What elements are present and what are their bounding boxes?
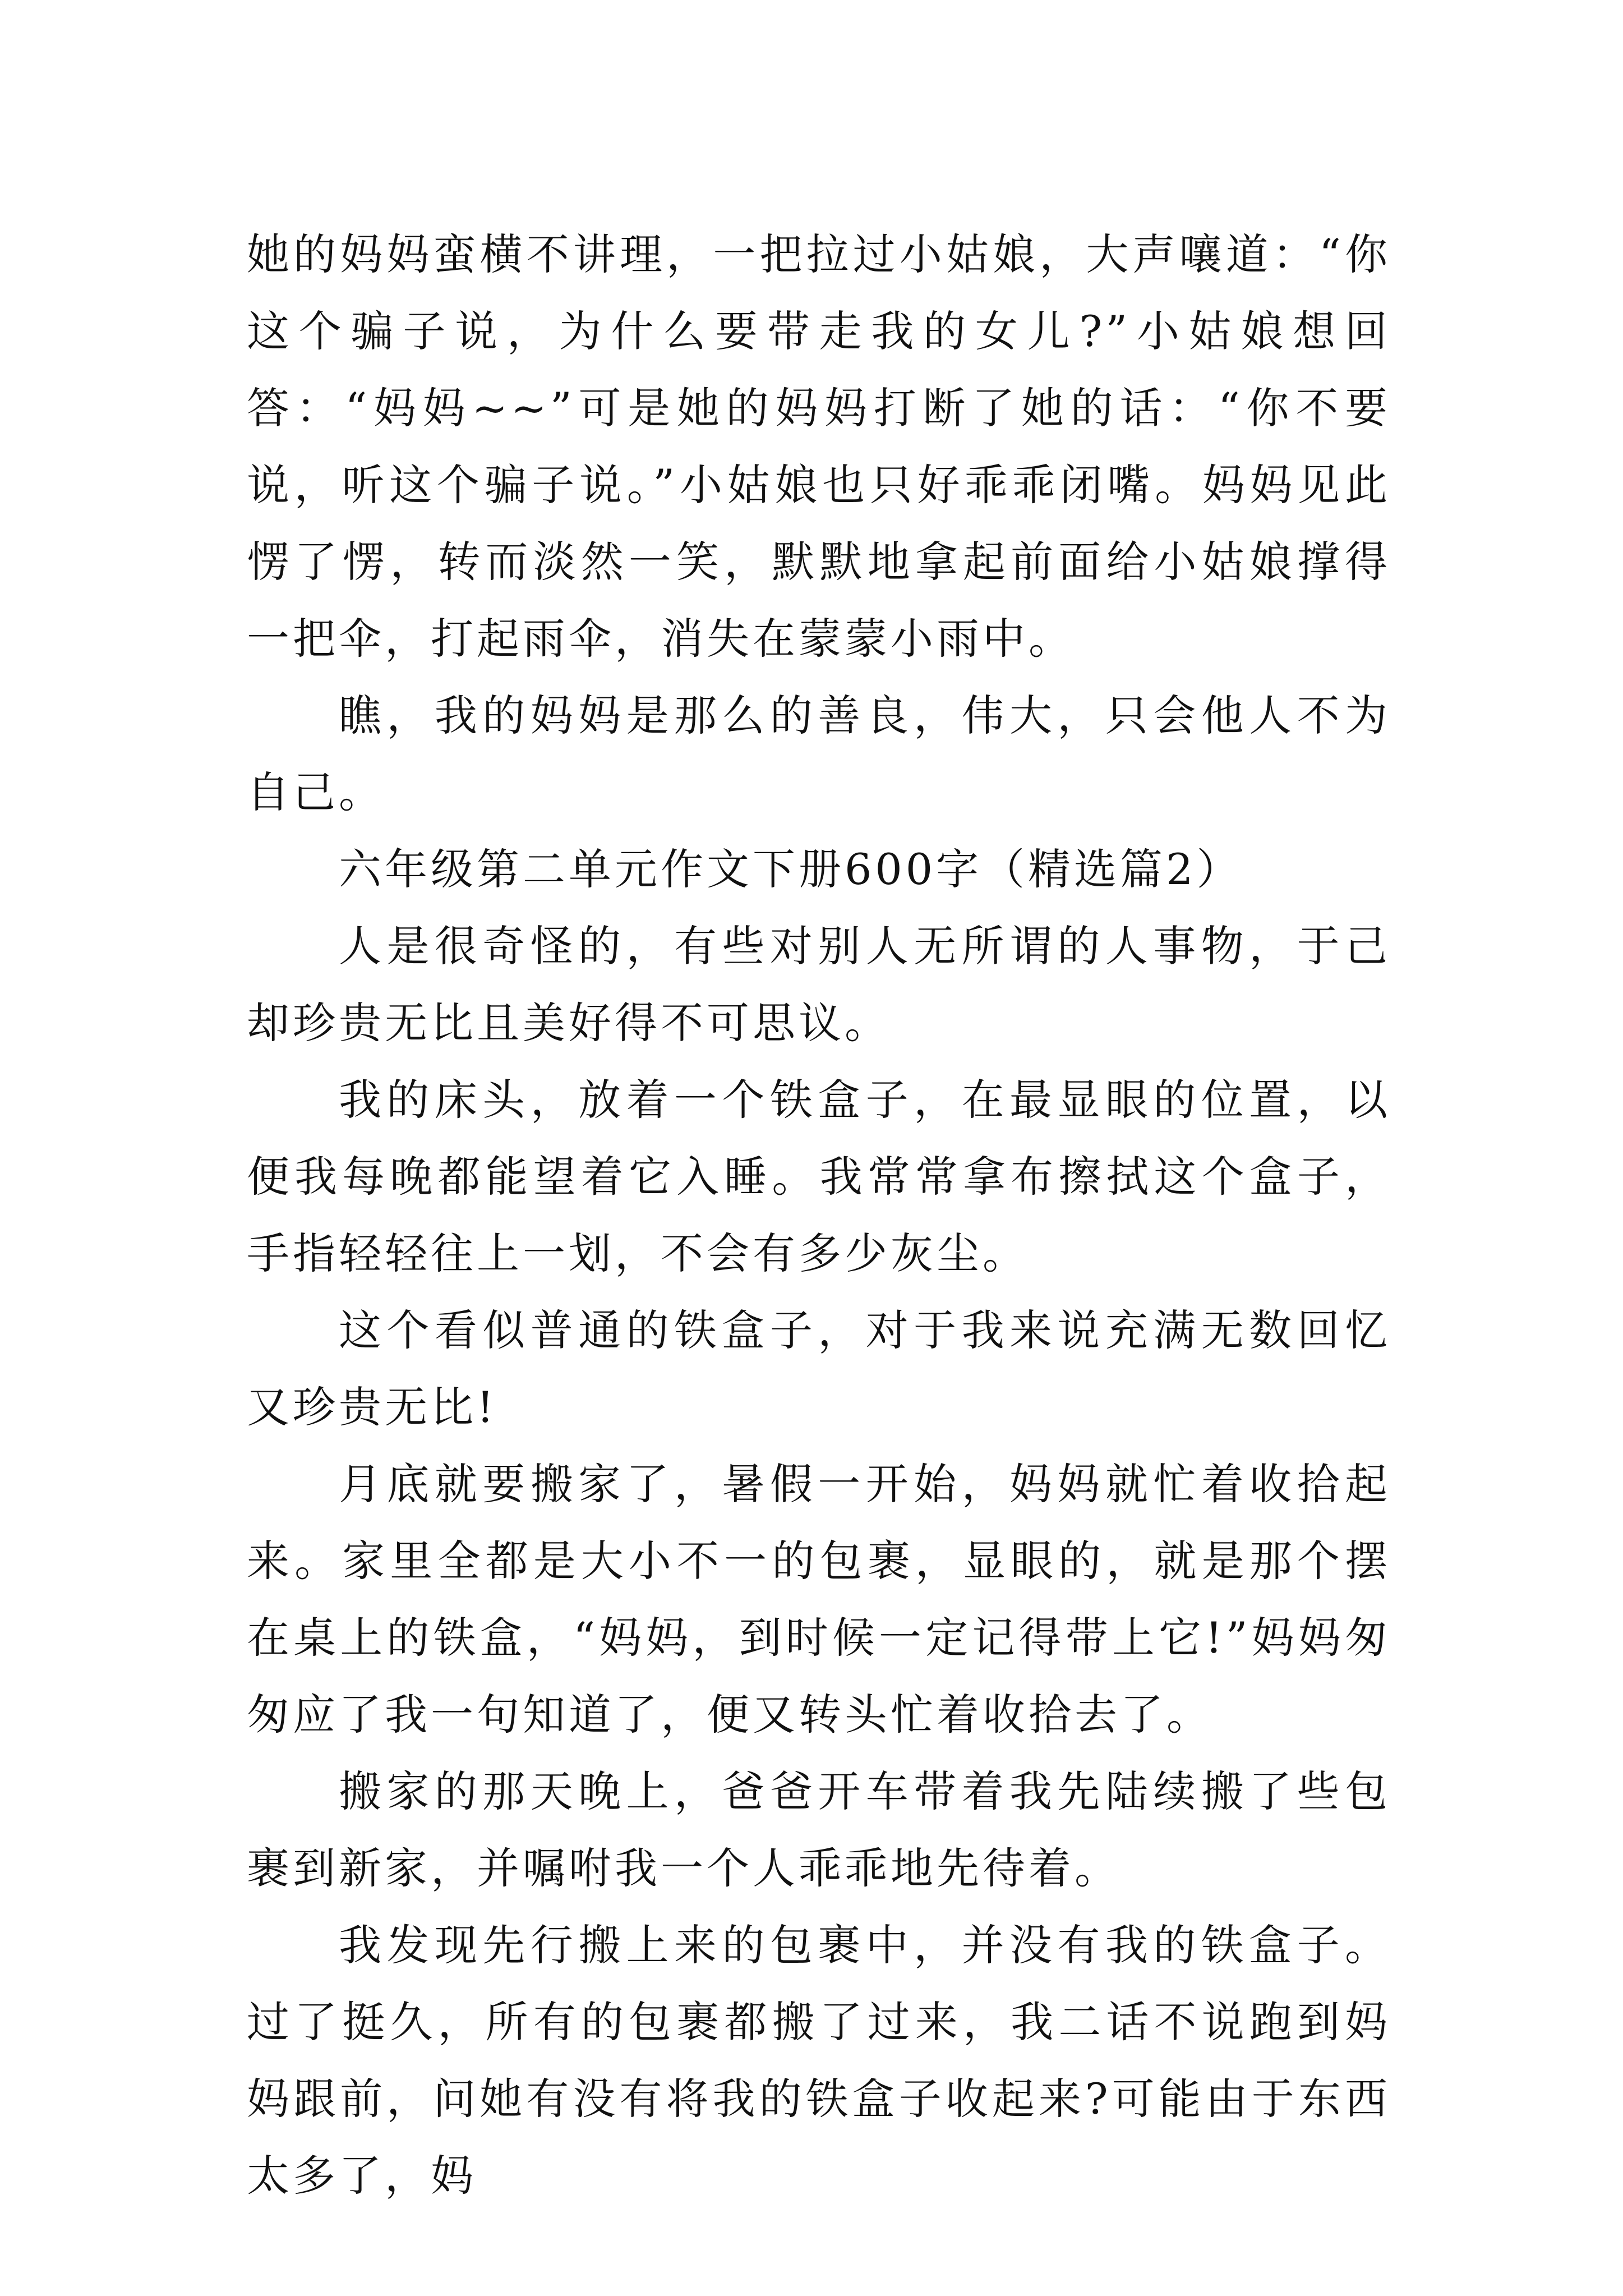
paragraph: 我的床头，放着一个铁盒子，在最显眼的位置，以便我每晚都能望着它入睡。我常常拿布擦拭这个盒子，手指轻轻往上一划，不会有多少灰尘。 [247, 1075, 1391, 1278]
paragraph: 这个看似普通的铁盒子，对于我来说充满无数回忆又珍贵无比! [247, 1305, 1391, 1432]
paragraph-continued: 她的妈妈蛮横不讲理，一把拉过小姑娘，大声嚷道：“你这个骗子说，为什么要带走我的女儿?”小姑娘想回答：“妈妈~~”可是她的妈妈打断了她的话：“你不要说，听这个骗子说。”小姑娘也只好乖乖闭嘴。妈妈见此愣了愣，转而淡然一笑，默默地拿起前面给小姑娘撑得一把伞，打起雨伞，消失在蒙蒙小雨中。 [247, 229, 1391, 664]
paragraph: 瞧，我的妈妈是那么的善良，伟大，只会他人不为自己。 [247, 691, 1391, 817]
essay-body [247, 216, 1391, 2214]
paragraph: 我发现先行搬上来的包裹中，并没有我的铁盒子。过了挺久，所有的包裹都搬了过来，我二话不说跑到妈妈跟前，问她有没有将我的铁盒子收起来?可能由于东西太多了，妈 [247, 1920, 1391, 2201]
paragraph: 搬家的那天晚上，爸爸开车带着我先陆续搬了些包裹到新家，并嘱咐我一个人乖乖地先待着。 [247, 1766, 1391, 1893]
paragraph: 人是很奇怪的，有些对别人无所谓的人事物，于己却珍贵无比且美好得不可思议。 [247, 921, 1391, 1048]
paragraph: 月底就要搬家了，暑假一开始，妈妈就忙着收拾起来。家里全都是大小不一的包裹，显眼的，就是那个摆在桌上的铁盒，“妈妈，到时候一定记得带上它!”妈妈匆匆应了我一句知道了，便又转头忙着收拾去了。 [247, 1459, 1391, 1740]
essay-heading: 六年级第二单元作文下册600字（精选篇2） [339, 844, 1243, 894]
